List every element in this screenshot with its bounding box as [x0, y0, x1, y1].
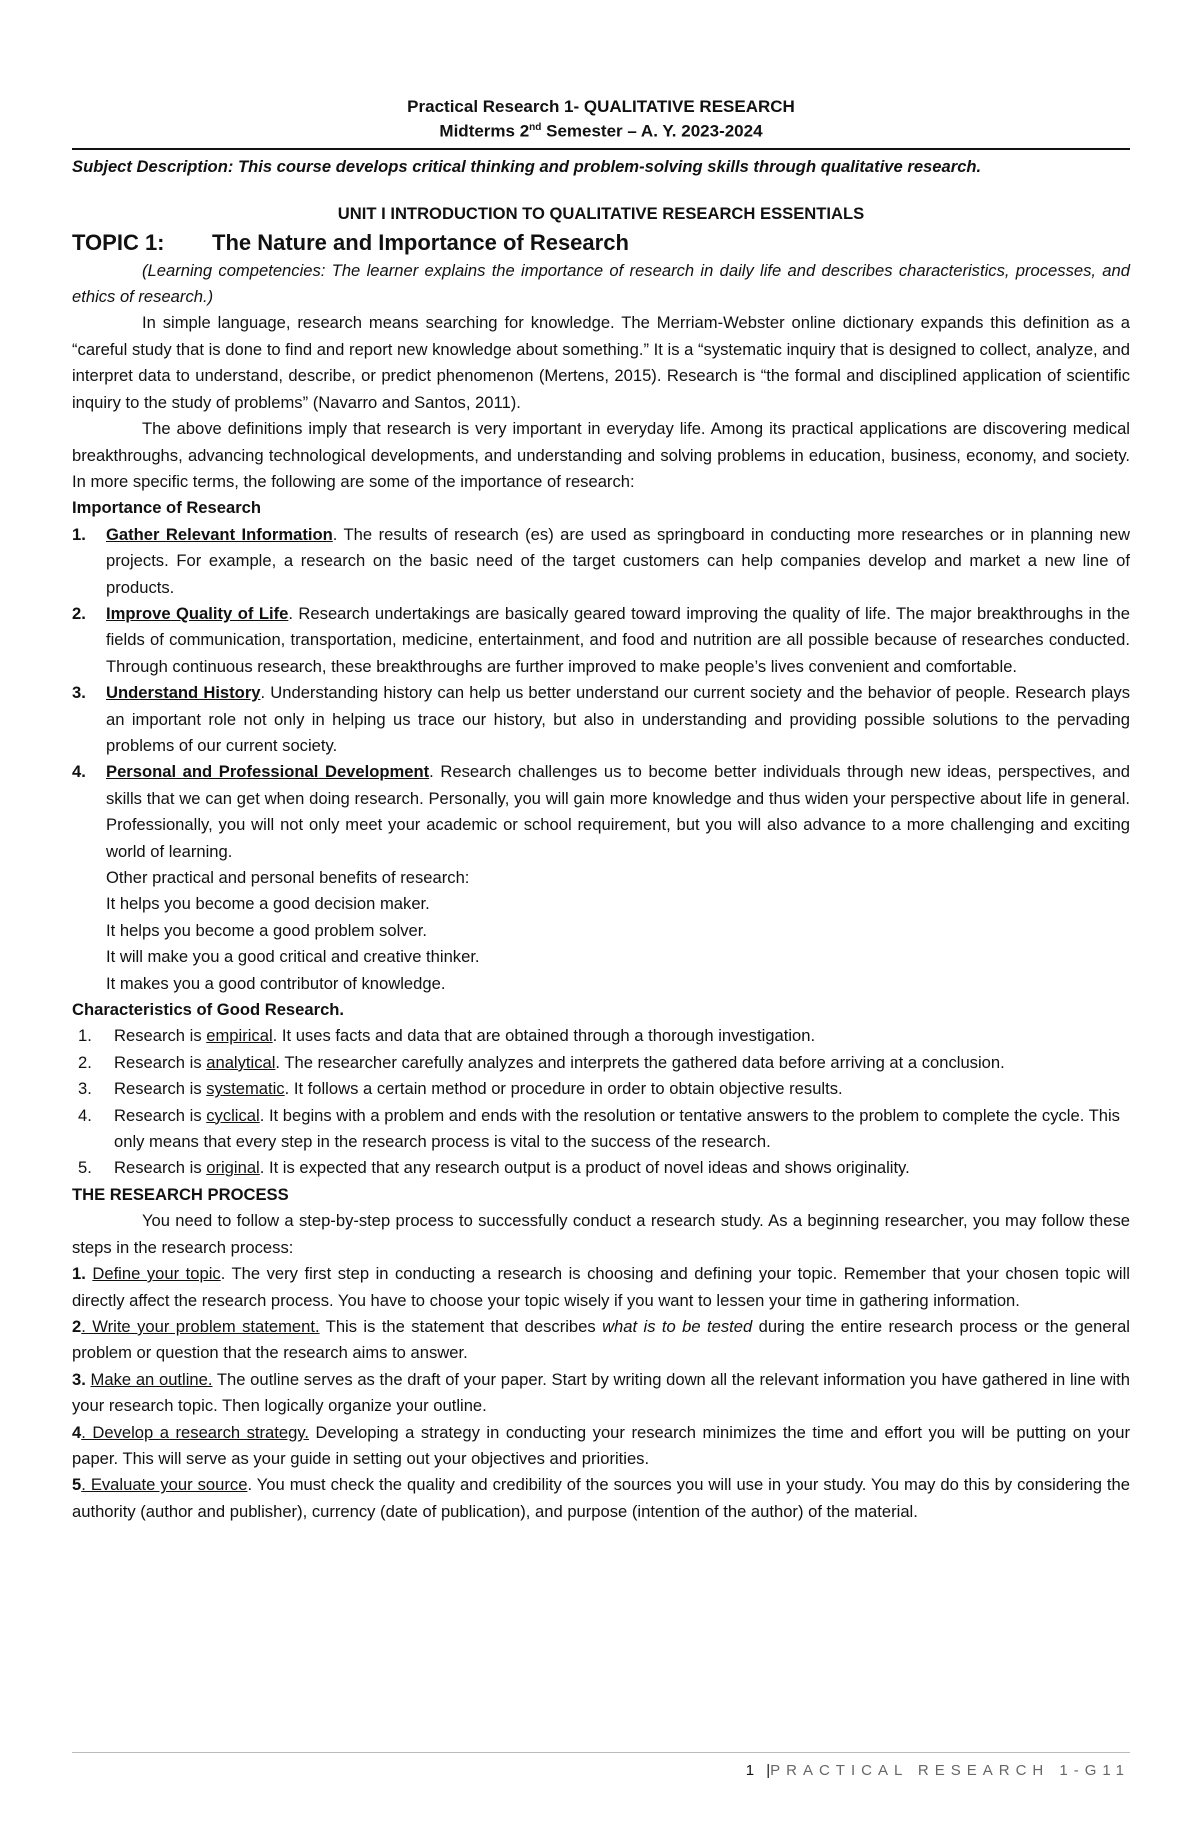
subject-description: Subject Description: This course develops critical thinking and problem-solving skills through qualitative research.: [72, 156, 982, 176]
research-process-heading: THE RESEARCH PROCESS: [72, 1184, 289, 1204]
process-step: 3. Make an outline. The outline serves as the draft of your paper. Start by writing down all the relevant information you have gathered in line with your research topic. Then logically organize your outline.: [72, 1369, 1130, 1416]
intro-paragraph-1: In simple language, research means searching for knowledge. The Merriam-Webster online dictionary expands this definition as a “careful study that is done to find and report new knowledge about something.” It is a “systematic inquiry that is designed to collect, analyze, and interpret data to understand, describe, or predict phenomenon (Mertens, 2015). Research is “the formal and disciplined application of scientific inquiry to the study of problems” (Navarro and Santos, 2011).: [72, 313, 1130, 412]
process-step: 4. Develop a research strategy. Developing a strategy in conducting your research minimizes the time and effort you will be putting on your paper. This will serve as your guide in setting out your objectives and priorities.: [72, 1422, 1130, 1468]
other-benefits: [72, 865, 1130, 997]
topic-label: TOPIC 1:: [72, 229, 165, 255]
topic-title: The Nature and Importance of Research: [212, 229, 629, 255]
unit-heading: UNIT I INTRODUCTION TO QUALITATIVE RESEARCH ESSENTIALS: [337, 203, 865, 223]
benefit-item: It helps you become a good problem solver.: [106, 920, 428, 940]
course-subtitle: Midterms 2nd Semester – A. Y. 2023-2024: [439, 121, 763, 141]
benefit-item: It helps you become a good decision maker.: [106, 894, 430, 914]
process-step: 2. Write your problem statement. This is the statement that describes what is to be tested during the entire research process or the general problem or question that the research aims to answer.: [72, 1316, 1130, 1363]
research-process-intro: You need to follow a step-by-step process to successfully conduct a research study. As a beginning researcher, you may follow these steps in the research process:: [72, 1211, 1130, 1257]
list-item: 4. Research is cyclical. It begins with a problem and ends with the resolution or tentative answers to the problem to complete the cycle. This only means that every step in the research process is vital to the success of the research.: [78, 1105, 1120, 1152]
intro-paragraph-2: The above definitions imply that research is very important in everyday life. Among its practical applications are discovering medical breakthroughs, advancing technological developments, and understanding and solving problems in education, business, economy, and society. In more specific terms, the following are some of the importance of research:: [72, 419, 1130, 491]
process-step: 1. Define your topic. The very first step in conducting a research is choosing and defining your topic. Remember that your chosen topic will directly affect the research process. You have to choose your topic wisely if you want to lessen your time in gathering information.: [72, 1264, 1130, 1310]
list-item: 3. Research is systematic. It follows a certain method or procedure in order to obtain objective results.: [78, 1079, 843, 1099]
topic-heading: [72, 228, 1130, 258]
characteristics-heading: Characteristics of Good Research.: [72, 1000, 345, 1020]
list-item: 2. Improve Quality of Life. Research undertakings are basically geared toward improving the quality of life. The major breakthroughs in the fields of communication, transportation, medicine, entertainment, and food and nutrition are all possible because of researches conducted. Through continuous research, these breakthroughs are further improved to make people’s lives convenient and comfortable.: [72, 603, 1130, 676]
course-title: Practical Research 1- QUALITATIVE RESEARCH: [407, 97, 795, 116]
list-item: 5. Research is original. It is expected that any research output is a product of novel ideas and shows originality.: [78, 1158, 910, 1178]
page-footer: 1 |PRACTICAL RESEARCH 1-G11: [745, 1762, 1130, 1779]
page-number: 1: [745, 1762, 757, 1779]
list-item: 1. Gather Relevant Information. The results of research (es) are used as springboard in conducting more researches or in planning new projects. For example, a research on the basic need of the target customers can help companies develop and market a new line of products.: [72, 524, 1130, 597]
learning-competencies: (Learning competencies: The learner explains the importance of research in daily life and describes characteristics, processes, and ethics of research.): [72, 260, 1130, 307]
benefit-item: It makes you a good contributor of knowledge.: [106, 973, 446, 993]
importance-heading: Importance of Research: [72, 498, 262, 518]
document-page: [72, 96, 1130, 1525]
list-item: 2. Research is analytical. The researcher carefully analyzes and interprets the gathered data before arriving at a conclusion.: [78, 1052, 1005, 1072]
benefit-item: It will make you a good critical and creative thinker.: [106, 947, 480, 967]
header-divider: [72, 148, 1130, 150]
other-benefits-intro: Other practical and personal benefits of research:: [106, 868, 470, 887]
footer-divider: [72, 1752, 1130, 1753]
list-item: 3. Understand History. Understanding history can help us better understand our current society and the behavior of people. Research plays an important role not only in helping us trace our history, but also in understanding and providing possible solutions to the pervading problems of our current society.: [72, 683, 1131, 755]
importance-list: [72, 522, 1130, 865]
process-step: 5. Evaluate your source. You must check the quality and credibility of the sources you will use in your study. You may do this by considering the authority (author and publisher), currency (date of publication), and purpose (intention of the author) of the material.: [72, 1475, 1130, 1521]
list-item: 4. Personal and Professional Development. Research challenges us to become better individuals through new ideas, perspectives, and skills that we can get when doing research. Personally, you will gain more knowledge and thus widen your perspective about life in general. Professionally, you will not only meet your academic or school requirement, but you will also advance to a more challenging and exciting world of learning.: [72, 762, 1131, 861]
footer-label: PRACTICAL RESEARCH 1-G11: [770, 1762, 1130, 1779]
list-item: 1. Research is empirical. It uses facts and data that are obtained through a thorough investigation.: [78, 1026, 816, 1046]
characteristics-list: [72, 1023, 1130, 1181]
